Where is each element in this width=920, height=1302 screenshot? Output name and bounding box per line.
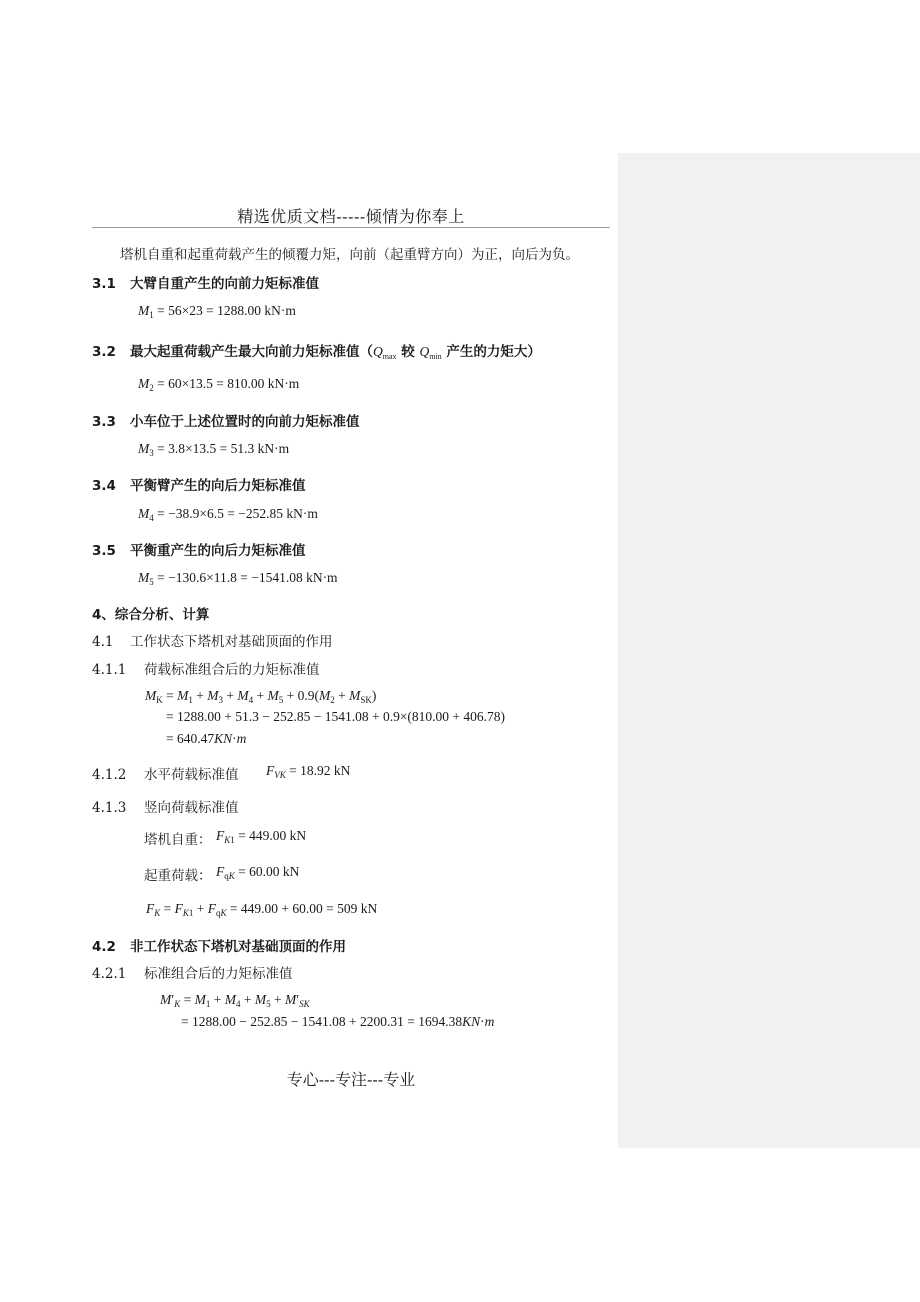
heading-title-part: 产生的力矩大） <box>441 344 541 360</box>
heading-number: 4.2 <box>92 939 116 955</box>
heading-title: 平衡臂产生的向后力矩标准值 <box>130 478 306 494</box>
heading-number: 3.2 <box>92 344 116 360</box>
heading-3-4 <box>92 474 306 494</box>
self-weight-label: 塔机自重： <box>144 832 212 848</box>
q-min-symbol <box>419 344 441 359</box>
heading-4 <box>92 603 209 623</box>
formula-body: = 640.47 <box>166 731 215 746</box>
heading-number: 4.1.2 <box>92 767 127 783</box>
heading-4-1-1 <box>92 658 320 678</box>
heading-3-5 <box>92 539 306 559</box>
formula-m1: $M_1 = 56\times 23 = 1288.00$ kN·m <box>138 303 296 320</box>
formula-body: = 60×13.5 = 810.00 kN·m <box>157 376 300 391</box>
heading-title: 工作状态下塔机对基础顶面的作用 <box>130 634 333 650</box>
formula-body: = 1288.00 − 252.85 − 1541.08 + 2200.31 = 1694.38 <box>181 1014 463 1029</box>
formula-body: = 60.00 kN <box>238 864 300 879</box>
heading-number: 3.4 <box>92 478 116 494</box>
heading-title: 平衡重产生的向后力矩标准值 <box>130 543 306 559</box>
q-subscript: min <box>429 352 442 361</box>
heading-number: 4.1 <box>92 634 114 650</box>
formula-body: = 449.00 kN <box>238 828 307 843</box>
formula-mk-line1: $M_K = M_1 + M_3 + M_4 + M_5 + 0.9(M_2 + M_{SK})$ <box>145 688 377 705</box>
heading-3-3 <box>92 410 360 430</box>
formula-m4: $M_4 = -38.9\times 6.5 = -252.85$ kN·m <box>138 506 318 523</box>
formula-body: = 56×23 = 1288.00 kN·m <box>157 303 296 318</box>
formula-fk: $F_K = F_{K1} + F_{qK} = 449.00 + 60.00 = 509$ kN <box>146 901 378 918</box>
formula-fvk: $F_{VK} = 18.92$ kN <box>266 763 351 780</box>
formula-body: = 449.00 + 60.00 = 509 kN <box>229 901 378 916</box>
heading-3-2 <box>92 340 541 361</box>
comment-pane <box>618 153 920 1148</box>
formula-mk-prime-line1: $M'_K = M_1 + M_4 + M_5 + M'_{SK}$ <box>160 992 310 1009</box>
heading-number: 4.1.1 <box>92 662 127 678</box>
heading-title-part: 最大起重荷载产生最大向前力矩标准值（ <box>130 344 373 360</box>
formula-fqk: $F_{qK} = 60.00$ kN <box>216 864 300 881</box>
heading-number: 3.5 <box>92 543 116 559</box>
heading-3-1 <box>92 272 319 292</box>
q-max-symbol <box>373 344 397 359</box>
heading-title: 水平荷载标准值 <box>144 767 239 783</box>
heading-4-1-3 <box>92 796 239 816</box>
formula-body: = 18.92 kN <box>289 763 351 778</box>
formula-body: = −38.9×6.5 = −252.85 kN·m <box>157 506 318 521</box>
heading-4-1 <box>92 630 333 650</box>
formula-mk-line3: = 640.47KN·m <box>166 731 247 746</box>
q-symbol: Q <box>419 344 430 359</box>
page-header: 精选优质文档-----倾情为你奉上 <box>92 204 610 228</box>
heading-title-part: 较 <box>396 344 420 360</box>
heading-title: 竖向荷载标准值 <box>144 800 239 816</box>
heading-4-2 <box>92 935 346 955</box>
page-footer: 专心---专注---专业 <box>286 1070 416 1089</box>
heading-title: 综合分析、计算 <box>114 607 210 623</box>
heading-title: 大臂自重产生的向前力矩标准值 <box>130 276 319 292</box>
formula-m5: $M_5 = -130.6\times 11.8 = -1541.08$ kN·m <box>138 570 338 587</box>
heading-title: 非工作状态下塔机对基础顶面的作用 <box>130 939 346 955</box>
intro-paragraph: 塔机自重和起重荷载产生的倾覆力矩，向前（起重臂方向）为正，向后为负。 <box>120 247 579 263</box>
formula-m2: $M_2 = 60\times 13.5 = 810.00$ kN·m <box>138 376 300 393</box>
heading-4-2-1 <box>92 962 293 982</box>
formula-body: = −130.6×11.8 = −1541.08 kN·m <box>157 570 338 585</box>
lift-load-label: 起重荷载： <box>144 868 212 884</box>
heading-number: 4.2.1 <box>92 966 127 982</box>
heading-number: 4.1.3 <box>92 800 127 816</box>
formula-body: = 3.8×13.5 = 51.3 kN·m <box>157 441 290 456</box>
heading-title: 标准组合后的力矩标准值 <box>144 966 293 982</box>
formula-m3: $M_3 = 3.8\times 13.5 = 51.3$ kN·m <box>138 441 290 458</box>
heading-number: 3.1 <box>92 276 116 292</box>
formula-mk-line2: = 1288.00 + 51.3 − 252.85 − 1541.08 + 0.9×(810.00 + 406.78) <box>166 709 506 724</box>
heading-number: 4、 <box>92 607 115 623</box>
formula-fk1: $F_{K1} = 449.00$ kN <box>216 828 307 845</box>
heading-title: 荷载标准组合后的力矩标准值 <box>144 662 320 678</box>
heading-4-1-2 <box>92 763 239 783</box>
q-symbol: Q <box>373 344 383 359</box>
q-subscript: max <box>382 352 397 361</box>
heading-title: 小车位于上述位置时的向前力矩标准值 <box>130 414 360 430</box>
heading-number: 3.3 <box>92 414 116 430</box>
formula-mk-prime-line2: = 1288.00 − 252.85 − 1541.08 + 2200.31 = 1694.38KN·m <box>181 1014 495 1029</box>
